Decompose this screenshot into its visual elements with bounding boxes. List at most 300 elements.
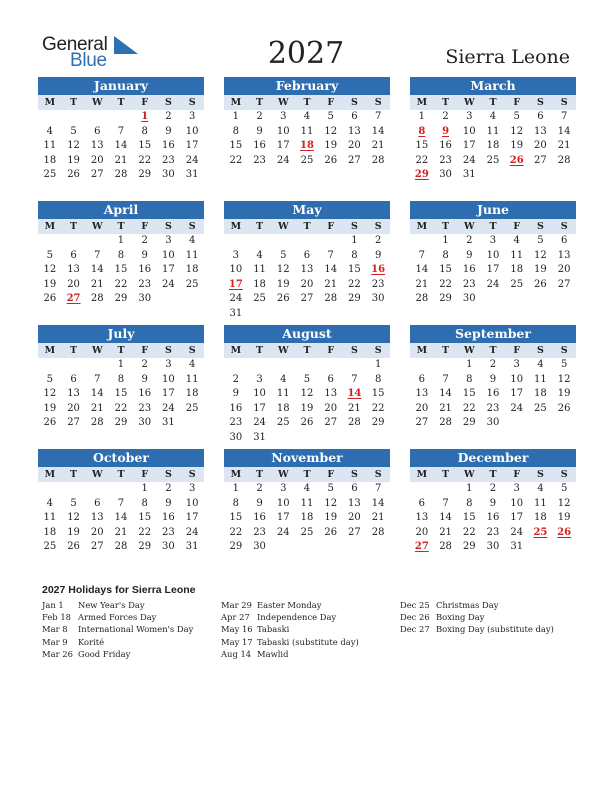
day-cell: 9	[489, 497, 497, 509]
day-cell: 9	[141, 249, 148, 261]
month-header: April	[38, 201, 204, 219]
day-cell: 16	[253, 140, 266, 152]
day-cell: 10	[162, 373, 175, 385]
day-cell: 4	[280, 373, 287, 385]
day-cell: 30	[138, 417, 152, 429]
weekday-label: T	[434, 343, 458, 358]
day-cell: 6	[351, 111, 358, 122]
holiday-day-cell: 27	[66, 293, 81, 305]
day-cell: 5	[537, 235, 544, 246]
holiday-row	[221, 611, 359, 623]
holiday-day-cell: 29	[414, 169, 429, 181]
weekday-label: S	[552, 219, 576, 234]
day-cell: 28	[324, 293, 338, 305]
day-cell: 23	[162, 154, 175, 166]
weekday-label: S	[366, 219, 390, 234]
empty-day-cell	[62, 358, 86, 373]
day-cell: 31	[253, 431, 266, 443]
day-cell: 22	[114, 278, 128, 290]
weekday-label: M	[410, 467, 434, 482]
day-cell: 18	[43, 154, 57, 166]
holiday-name: Tabaski	[257, 624, 290, 635]
holiday-row	[42, 611, 193, 623]
day-cell: 9	[256, 497, 263, 509]
day-cell: 9	[232, 388, 240, 400]
day-cell: 25	[185, 402, 199, 414]
day-cell: 1	[232, 483, 240, 494]
day-cell: 17	[486, 264, 500, 276]
weekday-label: T	[481, 343, 505, 358]
month-june	[410, 201, 576, 307]
day-cell: 28	[371, 154, 385, 166]
month-april	[38, 201, 204, 307]
day-cell: 3	[188, 483, 196, 494]
day-cell: 7	[374, 111, 382, 122]
day-cell: 18	[300, 512, 314, 524]
holiday-date: May 16	[221, 624, 253, 635]
month-days-grid	[410, 343, 576, 431]
day-cell: 29	[229, 541, 243, 553]
weekday-label: T	[434, 467, 458, 482]
weekday-label: F	[133, 343, 157, 358]
holidays-title: 2027 Holidays for Sierra Leone	[42, 584, 196, 596]
day-cell: 25	[185, 278, 199, 290]
weekday-label: S	[180, 95, 204, 110]
day-cell: 5	[327, 111, 334, 122]
month-days-grid	[224, 95, 390, 168]
holiday-day-cell: 9	[442, 125, 450, 137]
day-cell: 5	[560, 483, 568, 494]
day-cell: 5	[280, 249, 287, 261]
holiday-name: Boxing Day	[436, 612, 485, 623]
day-cell: 27	[67, 417, 80, 429]
weekday-label: F	[319, 219, 343, 234]
empty-day-cell	[85, 482, 109, 497]
day-cell: 21	[348, 402, 361, 414]
holiday-date: Mar 8	[42, 624, 68, 635]
holiday-day-cell: 18	[300, 140, 314, 152]
day-cell: 7	[351, 373, 358, 385]
day-cell: 4	[513, 235, 520, 246]
day-cell: 20	[67, 402, 80, 414]
day-cell: 22	[439, 278, 452, 290]
month-header: October	[38, 449, 204, 467]
day-cell: 13	[348, 125, 361, 137]
day-cell: 8	[141, 125, 148, 137]
month-header: May	[224, 201, 390, 219]
month-days-grid	[410, 467, 576, 555]
weekday-label: S	[552, 343, 576, 358]
day-cell: 1	[466, 483, 473, 494]
empty-day-cell	[410, 482, 434, 497]
day-cell: 28	[415, 293, 429, 305]
day-cell: 5	[46, 373, 54, 385]
weekday-label: F	[505, 467, 529, 482]
weekday-label: W	[271, 343, 295, 358]
day-cell: 16	[462, 264, 476, 276]
day-cell: 13	[67, 264, 80, 276]
day-cell: 14	[557, 125, 571, 137]
day-cell: 12	[324, 497, 338, 509]
empty-day-cell	[62, 234, 86, 249]
day-cell: 10	[162, 249, 175, 261]
weekday-label: M	[410, 219, 434, 234]
day-cell: 4	[303, 483, 311, 494]
day-cell: 29	[138, 541, 152, 553]
day-cell: 23	[462, 278, 476, 290]
day-cell: 16	[138, 388, 152, 400]
day-cell: 10	[276, 497, 290, 509]
day-cell: 20	[348, 140, 361, 152]
day-cell: 17	[185, 140, 199, 152]
weekday-label: M	[38, 219, 62, 234]
day-cell: 25	[510, 278, 524, 290]
weekday-label: W	[271, 219, 295, 234]
day-cell: 23	[138, 402, 152, 414]
day-cell: 27	[534, 154, 547, 166]
day-cell: 30	[162, 541, 175, 553]
day-cell: 10	[229, 264, 243, 276]
day-cell: 28	[90, 293, 104, 305]
day-cell: 23	[138, 278, 152, 290]
weekday-label: M	[38, 95, 62, 110]
day-cell: 20	[90, 154, 104, 166]
day-cell: 1	[442, 235, 449, 246]
day-cell: 4	[46, 497, 54, 509]
day-cell: 18	[185, 388, 199, 400]
day-cell: 3	[188, 111, 196, 122]
weekday-label: M	[224, 343, 248, 358]
day-cell: 25	[486, 154, 500, 166]
day-cell: 6	[560, 235, 568, 246]
day-cell: 6	[94, 125, 101, 137]
month-days-grid	[224, 343, 390, 446]
holiday-date: Apr 27	[221, 612, 250, 623]
day-cell: 20	[324, 402, 338, 414]
holiday-row	[221, 648, 359, 660]
holiday-column	[400, 599, 554, 636]
day-cell: 6	[537, 111, 544, 122]
weekday-label: M	[38, 343, 62, 358]
holiday-day-cell: 16	[371, 264, 386, 276]
day-cell: 3	[466, 111, 473, 122]
day-cell: 18	[510, 264, 524, 276]
day-cell: 24	[462, 154, 476, 166]
month-september	[410, 325, 576, 431]
day-cell: 15	[371, 388, 385, 400]
day-cell: 6	[70, 249, 77, 261]
day-cell: 8	[117, 249, 125, 261]
day-cell: 24	[229, 293, 243, 305]
weekday-label: T	[295, 343, 319, 358]
day-cell: 31	[185, 169, 199, 181]
day-cell: 16	[253, 512, 266, 524]
day-cell: 1	[351, 235, 358, 246]
day-cell: 28	[114, 541, 128, 553]
day-cell: 16	[439, 140, 452, 152]
day-cell: 20	[557, 264, 571, 276]
day-cell: 5	[46, 249, 54, 261]
day-cell: 2	[141, 235, 148, 246]
day-cell: 23	[486, 402, 500, 414]
day-cell: 25	[300, 154, 314, 166]
weekday-label: T	[481, 467, 505, 482]
holiday-date: Mar 26	[42, 648, 73, 659]
day-cell: 2	[466, 235, 473, 246]
weekday-label: M	[410, 95, 434, 110]
day-cell: 20	[415, 526, 429, 538]
day-cell: 15	[138, 512, 152, 524]
day-cell: 20	[90, 526, 104, 538]
day-cell: 11	[510, 249, 524, 261]
day-cell: 3	[280, 483, 287, 494]
weekday-label: M	[38, 467, 62, 482]
day-cell: 17	[185, 512, 199, 524]
day-cell: 15	[348, 264, 361, 276]
weekday-label: F	[505, 219, 529, 234]
holiday-day-cell: 17	[228, 278, 243, 290]
day-cell: 25	[43, 541, 57, 553]
day-cell: 14	[90, 264, 104, 276]
holiday-name: International Women's Day	[78, 624, 194, 635]
day-cell: 19	[324, 140, 338, 152]
day-cell: 13	[67, 388, 80, 400]
day-cell: 7	[374, 483, 382, 494]
day-cell: 9	[466, 249, 473, 261]
holiday-name: Tabaski (substitute day)	[257, 636, 359, 647]
day-cell: 29	[371, 417, 385, 429]
empty-day-cell	[62, 482, 86, 497]
day-cell: 12	[534, 249, 547, 261]
day-cell: 8	[232, 497, 240, 509]
weekday-label: S	[157, 343, 181, 358]
weekday-label: M	[224, 219, 248, 234]
day-cell: 8	[466, 373, 473, 385]
day-cell: 23	[162, 526, 175, 538]
day-cell: 14	[439, 388, 452, 400]
weekday-label: W	[85, 219, 109, 234]
holiday-row	[221, 623, 359, 635]
day-cell: 18	[534, 512, 547, 524]
day-cell: 1	[374, 359, 382, 370]
weekday-label: W	[85, 95, 109, 110]
empty-day-cell	[343, 358, 367, 373]
day-cell: 3	[513, 359, 520, 370]
day-cell: 28	[90, 417, 104, 429]
empty-day-cell	[38, 482, 62, 497]
month-header: September	[410, 325, 576, 343]
day-cell: 5	[70, 497, 77, 509]
weekday-label: T	[248, 95, 272, 110]
logo-text-blue: Blue	[70, 50, 107, 71]
month-header: November	[224, 449, 390, 467]
weekday-label: F	[505, 343, 529, 358]
empty-day-cell	[62, 110, 86, 125]
day-cell: 29	[138, 169, 152, 181]
holiday-name: Easter Monday	[257, 600, 322, 610]
weekday-label: S	[529, 343, 553, 358]
page-title-year: 2027	[267, 36, 345, 71]
empty-day-cell	[109, 110, 133, 125]
day-cell: 15	[415, 140, 429, 152]
day-cell: 21	[90, 278, 104, 290]
day-cell: 29	[114, 293, 128, 305]
holiday-date: Aug 14	[221, 648, 252, 659]
holiday-name: Good Friday	[78, 648, 131, 659]
weekday-label: W	[457, 95, 481, 110]
day-cell: 30	[229, 431, 243, 443]
holiday-name: New Year's Day	[78, 600, 145, 610]
weekday-label: T	[62, 343, 86, 358]
day-cell: 19	[510, 140, 524, 152]
holiday-date: Dec 26	[400, 612, 430, 623]
day-cell: 4	[489, 111, 497, 122]
weekday-label: S	[529, 219, 553, 234]
weekday-label: W	[271, 95, 295, 110]
day-cell: 24	[510, 402, 524, 414]
day-cell: 20	[534, 140, 547, 152]
day-cell: 13	[415, 388, 429, 400]
day-cell: 1	[117, 359, 125, 370]
month-header: June	[410, 201, 576, 219]
month-may	[224, 201, 390, 322]
day-cell: 11	[534, 497, 547, 509]
weekday-label: F	[505, 95, 529, 110]
empty-day-cell	[85, 110, 109, 125]
day-cell: 25	[253, 293, 266, 305]
day-cell: 26	[324, 526, 338, 538]
day-cell: 5	[560, 359, 568, 370]
day-cell: 4	[46, 125, 54, 137]
day-cell: 20	[415, 402, 429, 414]
day-cell: 31	[229, 307, 243, 319]
empty-day-cell	[38, 234, 62, 249]
month-july	[38, 325, 204, 431]
day-cell: 15	[114, 388, 128, 400]
day-cell: 8	[117, 373, 125, 385]
day-cell: 21	[371, 512, 385, 524]
day-cell: 26	[67, 169, 80, 181]
empty-day-cell	[295, 358, 319, 373]
weekday-label: T	[248, 343, 272, 358]
day-cell: 6	[94, 497, 101, 509]
day-cell: 11	[253, 264, 266, 276]
weekday-label: T	[248, 467, 272, 482]
weekday-label: M	[224, 95, 248, 110]
weekday-label: T	[62, 219, 86, 234]
weekday-label: T	[434, 95, 458, 110]
month-header: July	[38, 325, 204, 343]
day-cell: 25	[534, 402, 547, 414]
holiday-date: Dec 25	[400, 600, 430, 610]
day-cell: 17	[462, 140, 476, 152]
day-cell: 13	[90, 512, 104, 524]
day-cell: 18	[185, 264, 199, 276]
day-cell: 4	[188, 359, 196, 370]
day-cell: 17	[510, 388, 524, 400]
day-cell: 30	[462, 293, 476, 305]
holiday-day-cell: 26	[557, 526, 572, 538]
weekday-label: T	[295, 219, 319, 234]
holiday-row	[400, 623, 554, 635]
day-cell: 27	[348, 154, 361, 166]
day-cell: 1	[141, 483, 148, 494]
holiday-row	[42, 648, 193, 660]
day-cell: 26	[43, 293, 57, 305]
day-cell: 11	[43, 140, 57, 152]
holiday-day-cell: 25	[533, 526, 548, 538]
empty-day-cell	[434, 482, 458, 497]
day-cell: 21	[114, 154, 128, 166]
day-cell: 10	[486, 249, 500, 261]
day-cell: 6	[418, 373, 426, 385]
empty-day-cell	[38, 110, 62, 125]
day-cell: 4	[303, 111, 311, 122]
day-cell: 8	[374, 373, 382, 385]
weekday-label: S	[343, 343, 367, 358]
day-cell: 19	[534, 264, 547, 276]
day-cell: 20	[67, 278, 80, 290]
day-cell: 9	[374, 249, 382, 261]
weekday-label: W	[457, 219, 481, 234]
day-cell: 20	[348, 512, 361, 524]
weekday-label: T	[109, 467, 133, 482]
weekday-label: T	[434, 219, 458, 234]
day-cell: 15	[229, 140, 243, 152]
day-cell: 12	[276, 264, 290, 276]
day-cell: 18	[43, 526, 57, 538]
day-cell: 31	[510, 541, 524, 553]
day-cell: 14	[415, 264, 429, 276]
day-cell: 12	[300, 388, 314, 400]
weekday-label: M	[224, 467, 248, 482]
day-cell: 2	[442, 111, 449, 122]
month-august	[224, 325, 390, 446]
day-cell: 14	[371, 125, 385, 137]
day-cell: 19	[276, 278, 290, 290]
weekday-label: S	[366, 343, 390, 358]
day-cell: 6	[418, 497, 426, 509]
day-cell: 1	[418, 111, 426, 122]
month-days-grid	[38, 219, 204, 307]
day-cell: 9	[165, 497, 172, 509]
day-cell: 19	[67, 154, 80, 166]
day-cell: 3	[256, 373, 263, 385]
day-cell: 28	[371, 526, 385, 538]
day-cell: 26	[67, 541, 80, 553]
day-cell: 12	[324, 125, 338, 137]
holiday-row	[400, 599, 554, 611]
day-cell: 10	[510, 497, 524, 509]
weekday-label: W	[85, 343, 109, 358]
day-cell: 2	[374, 235, 382, 246]
day-cell: 6	[70, 373, 77, 385]
day-cell: 19	[557, 388, 571, 400]
day-cell: 26	[43, 417, 57, 429]
day-cell: 15	[462, 512, 476, 524]
month-days-grid	[410, 95, 576, 183]
weekday-label: S	[180, 467, 204, 482]
weekday-label: T	[109, 95, 133, 110]
day-cell: 24	[510, 526, 524, 538]
empty-day-cell	[85, 358, 109, 373]
day-cell: 9	[256, 125, 263, 137]
day-cell: 3	[232, 249, 240, 261]
day-cell: 19	[67, 526, 80, 538]
weekday-label: W	[457, 467, 481, 482]
empty-day-cell	[410, 234, 434, 249]
day-cell: 21	[371, 140, 385, 152]
